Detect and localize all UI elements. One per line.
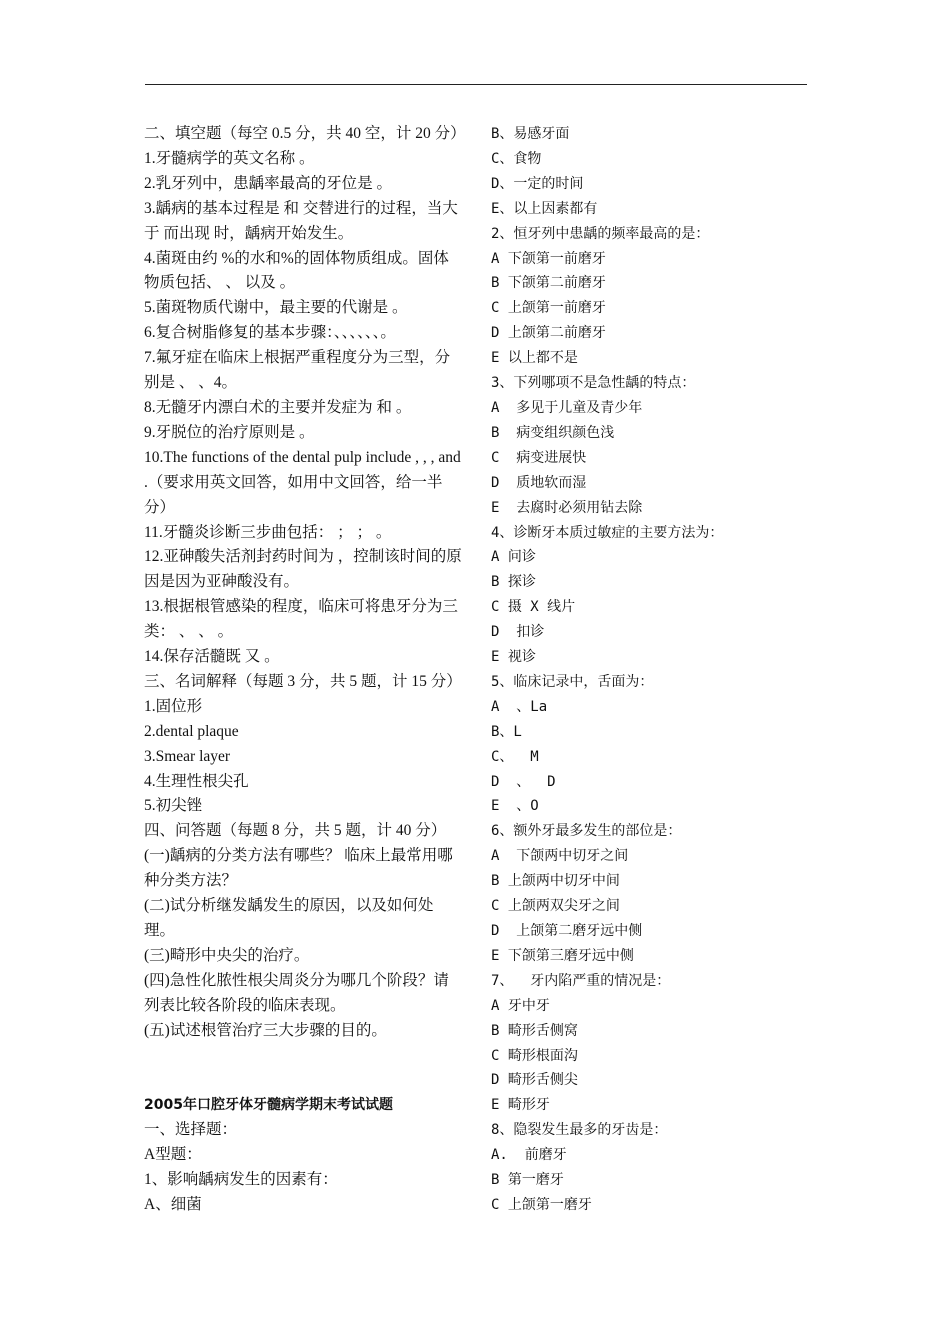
choice-type-label: A型题： (144, 1146, 202, 1164)
question-line: 2.乳牙列中，患龋率最高的牙位是 。 (144, 174, 393, 192)
essay-question: (五)试述根管治疗三大步骤的目的。 (144, 1021, 387, 1039)
choice-option: B 畸形舌侧窝 (491, 1022, 578, 1039)
term-item: 2.dental plaque (144, 722, 239, 740)
exam-title: 2005年口腔牙体牙髓病学期末考试试题 (144, 1097, 393, 1114)
choice-question: 1、影响龋病发生的因素有： (144, 1171, 338, 1189)
question-line: 3.龋病的基本过程是 和 交替进行的过程，当大于 而出现 时，龋病开始发生。 (144, 199, 458, 242)
term-item: 1.固位形 (144, 697, 203, 715)
left-column (144, 122, 466, 1218)
choice-option: A、细菌 (144, 1195, 202, 1213)
choice-option: A. 前磨牙 (491, 1147, 567, 1164)
question-line: 8.无髓牙内漂白术的主要并发症为 和 。 (144, 398, 412, 416)
choice-option: C、食物 (491, 150, 542, 167)
choice-option: C 病变进展快 (491, 449, 587, 466)
choice-question: 6、额外牙最多发生的部位是： (491, 823, 682, 840)
section-choice-heading: 一、选择题： (144, 1121, 238, 1139)
question-line: 13.根据根管感染的程度，临床可将患牙分为三类： 、 、 。 (144, 598, 458, 641)
question-line: 9.牙脱位的治疗原则是 。 (144, 423, 315, 441)
term-item: 3.Smear layer (144, 747, 231, 765)
choice-question: 5、临床记录中，舌面为： (491, 673, 654, 690)
choice-option: B 第一磨牙 (491, 1172, 564, 1189)
choice-option: B 探诊 (491, 574, 536, 591)
choice-option: D 、 D (491, 773, 556, 790)
choice-option: A 下颌第一前磨牙 (491, 250, 606, 267)
choice-question: 2、恒牙列中患龋的频率最高的是： (491, 225, 710, 242)
choice-option: B 下颌第二前磨牙 (491, 275, 606, 292)
choice-option: D、一定的时间 (491, 175, 584, 192)
term-item: 5.初尖锉 (144, 797, 203, 815)
question-line: 5.菌斑物质代谢中，最主要的代谢是 。 (144, 299, 408, 317)
choice-option: C 上颌两双尖牙之间 (491, 898, 620, 915)
choice-option: E 视诊 (491, 649, 536, 666)
essay-question: (一)龋病的分类方法有哪些？ 临床上最常用哪种分类方法？ (144, 847, 453, 890)
choice-option: A 问诊 (491, 549, 536, 566)
choice-option: D 上颌第二磨牙远中侧 (491, 923, 643, 939)
choice-option: C 摄 X 线片 (491, 599, 576, 616)
question-line: 6.复合树脂修复的基本步骤：、、、、、、。 (144, 324, 396, 342)
choice-option: E 畸形牙 (491, 1097, 550, 1114)
right-column (491, 122, 791, 1218)
essay-question: (四)急性化脓性根尖周炎分为哪几个阶段？请列表比较各阶段的临床表现。 (144, 971, 449, 1014)
choice-question: 4、诊断牙本质过敏症的主要方法为： (491, 524, 724, 541)
choice-option: A 下颌两中切牙之间 (491, 848, 629, 865)
choice-option: C、 M (491, 748, 539, 765)
question-line: 1.牙髓病学的英文名称 。 (144, 149, 315, 167)
essay-question: (二)试分析继发龋发生的原因，以及如何处理。 (144, 897, 434, 939)
question-line: 10.The functions of the dental pulp include , , , and .（要求用英文回答，如用中文回答，给一半分） (144, 448, 465, 516)
question-line: 11.牙髓炎诊断三步曲包括： ； ； 。 (144, 523, 392, 541)
term-item: 4.生理性根尖孔 (144, 772, 249, 790)
choice-option: B、易感牙面 (491, 126, 570, 142)
header-rule (145, 84, 807, 85)
choice-option: E 以上都不是 (491, 350, 578, 367)
choice-option: B 病变组织颜色浅 (491, 424, 615, 441)
choice-option: D 上颌第二前磨牙 (491, 325, 606, 342)
choice-option: E 去腐时必须用钻去除 (491, 499, 643, 516)
essay-question: (三)畸形中央尖的治疗。 (144, 946, 310, 964)
section-terms-heading: 三、名词解释（每题 3 分，共 5 题，计 15 分） (144, 672, 462, 690)
question-line: 12.亚砷酸失活剂封药时间为 ，控制该时间的原因是因为亚砷酸没有。 (144, 548, 462, 591)
choice-option: B、L (491, 723, 522, 740)
question-line: 4.菌斑由约 %的水和%的固体物质组成。固体物质包括、 、 以及 。 (144, 249, 449, 292)
question-line: 14.保存活髓既 又 。 (144, 648, 280, 666)
choice-option: C 畸形根面沟 (491, 1047, 578, 1064)
choice-option: A 、La (491, 698, 548, 715)
choice-option: D 质地软而湿 (491, 474, 587, 491)
spacer (144, 1044, 462, 1094)
choice-option: E 下颌第三磨牙远中侧 (491, 947, 634, 964)
choice-option: C 上颌第一磨牙 (491, 1196, 592, 1213)
choice-option: D 畸形舌侧尖 (491, 1072, 578, 1089)
choice-option: A 多见于儿童及青少年 (491, 399, 643, 416)
choice-option: A 牙中牙 (491, 997, 550, 1014)
section-fill-blank-heading: 二、填空题（每空 0.5 分，共 40 空，计 20 分） (144, 125, 466, 142)
section-essay-heading: 四、问答题（每题 8 分，共 5 题，计 40 分） (144, 822, 447, 840)
choice-option: B 上颌两中切牙中间 (491, 873, 620, 890)
choice-option: C 上颌第一前磨牙 (491, 300, 606, 317)
choice-question: 3、下列哪项不是急性龋的特点： (491, 375, 696, 392)
choice-option: D 扣诊 (491, 624, 545, 641)
choice-question: 7、 牙内陷严重的情况是： (491, 972, 671, 989)
choice-option: E、以上因素都有 (491, 200, 598, 217)
question-line: 7.氟牙症在临床上根据严重程度分为三型，分别是 、 、4。 (144, 349, 451, 392)
choice-question: 8、隐裂发生最多的牙齿是： (491, 1122, 668, 1139)
choice-option: E 、O (491, 798, 539, 815)
